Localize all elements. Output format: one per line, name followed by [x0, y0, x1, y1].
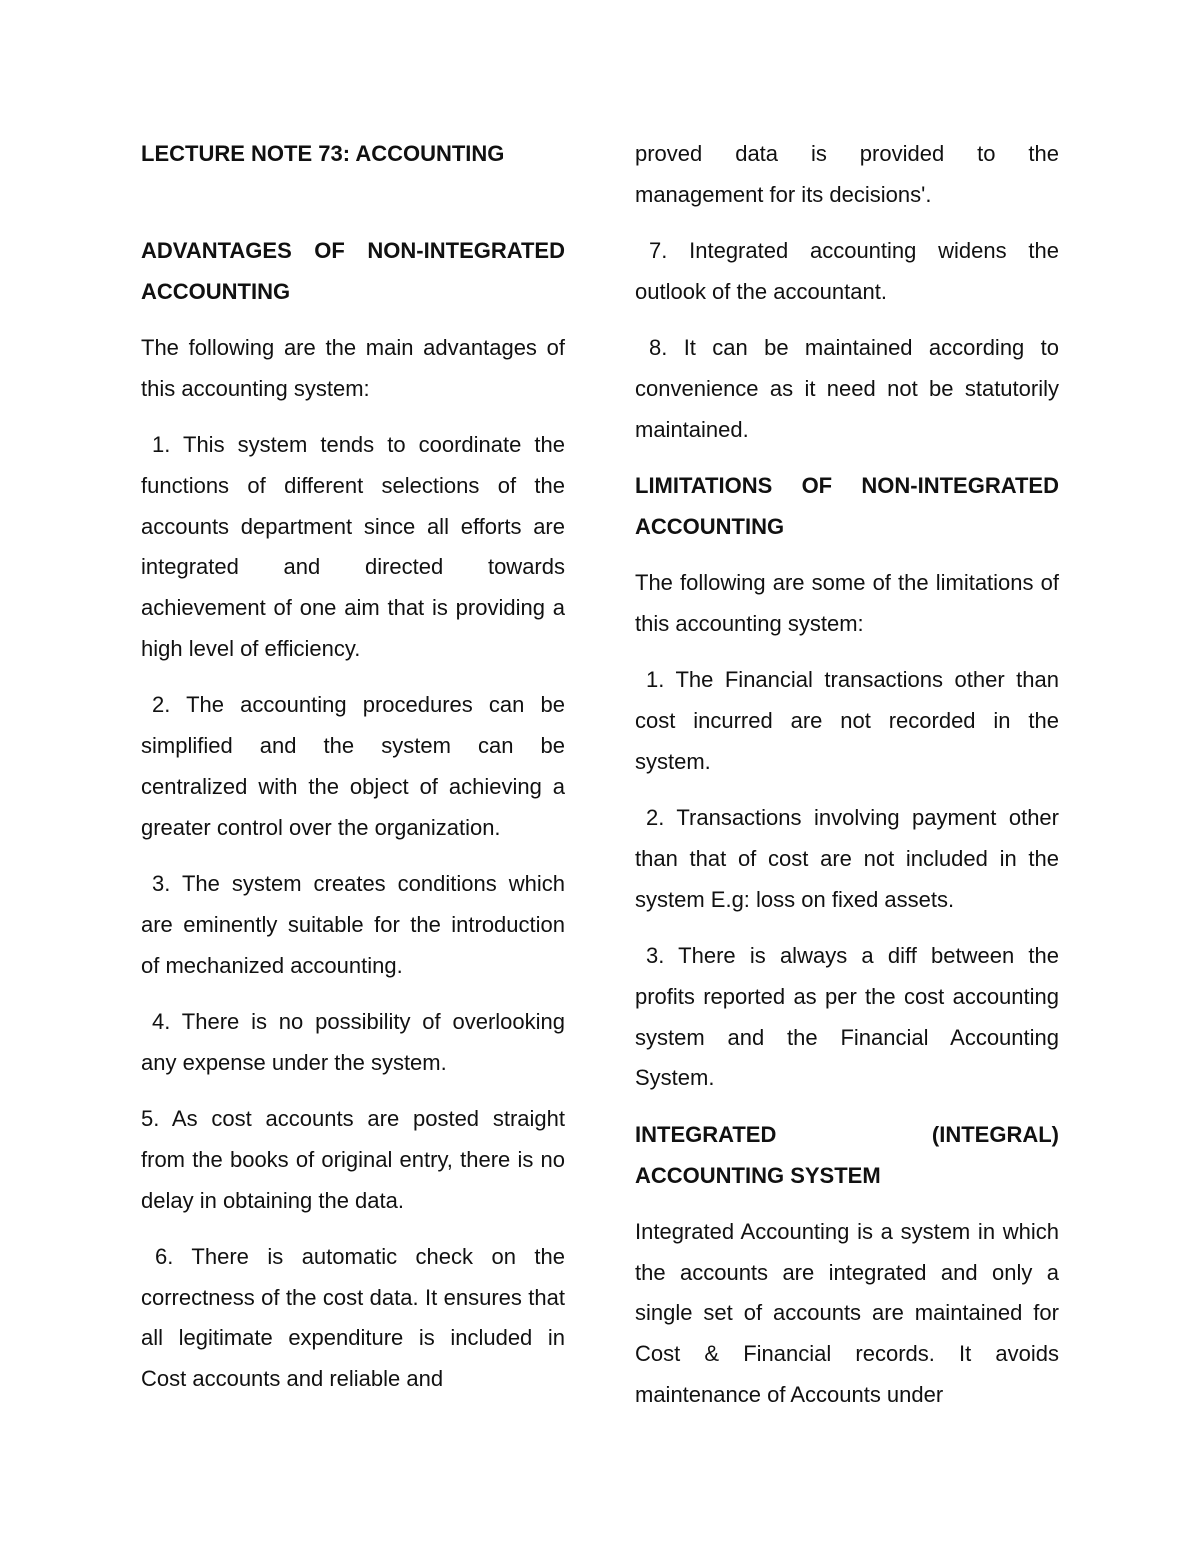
advantage-item-6: 6. There is automatic check on the correctness of the cost data. It ensures that all legitimate expenditure is included in Cost accounts and reliable and — [141, 1243, 565, 1392]
advantage-item-5: 5. As cost accounts are posted straight from the books of original entry, there is no delay in obtaining the data. — [141, 1105, 565, 1213]
limitations-intro: The following are some of the limitations of this accounting system: — [635, 570, 1059, 636]
advantage-item-8: 8. It can be maintained according to convenience as it need not be statutorily maintained. — [635, 335, 1059, 442]
limitation-item-3: 3. There is always a diff between the profits reported as per the cost accounting system and the Financial Accounting System. — [635, 943, 1059, 1091]
heading-advantages: ADVANTAGES OF NON-INTEGRATED ACCOUNTING — [141, 237, 565, 304]
advantage-item-2: 2. The accounting procedures can be simplified and the system can be centralized with the object of achieving a greater control over the organization. — [141, 692, 565, 840]
limitation-item-2: 2. Transactions involving payment other than that of cost are not included in the system E.g: loss on fixed assets. — [635, 805, 1059, 912]
advantage-item-3: 3. The system creates conditions which are eminently suitable for the introduction of mechanized accounting. — [141, 870, 565, 978]
left-column — [141, 134, 565, 1416]
heading-limitations: LIMITATIONS OF NON-INTEGRATED ACCOUNTING — [635, 473, 1059, 539]
advantage-item-1: 1. This system tends to coordinate the functions of different selections of the accounts department since all efforts are integrated and directed towards achievement of one aim that is providing a high level of efficiency. — [141, 431, 565, 661]
advantage-item-7: 7. Integrated accounting widens the outlook of the accountant. — [635, 238, 1059, 304]
heading-integrated: INTEGRATED (INTEGRAL) ACCOUNTING SYSTEM — [635, 1121, 1059, 1188]
advantage-item-6-continuation: proved data is provided to the management for its decisions'. — [635, 141, 1059, 207]
advantage-item-4: 4. There is no possibility of overlooking any expense under the system. — [141, 1008, 565, 1075]
advantages-intro: The following are the main advantages of this accounting system: — [141, 334, 565, 401]
integrated-description: Integrated Accounting is a system in which the accounts are integrated and only a single set of accounts are maintained for Cost & Financial records. It avoids maintenance of Accounts under — [635, 1218, 1059, 1408]
right-column — [635, 134, 1059, 1431]
limitation-item-1: 1. The Financial transactions other than cost incurred are not recorded in the system. — [635, 667, 1059, 774]
page-title: LECTURE NOTE 73: ACCOUNTING — [141, 141, 505, 166]
